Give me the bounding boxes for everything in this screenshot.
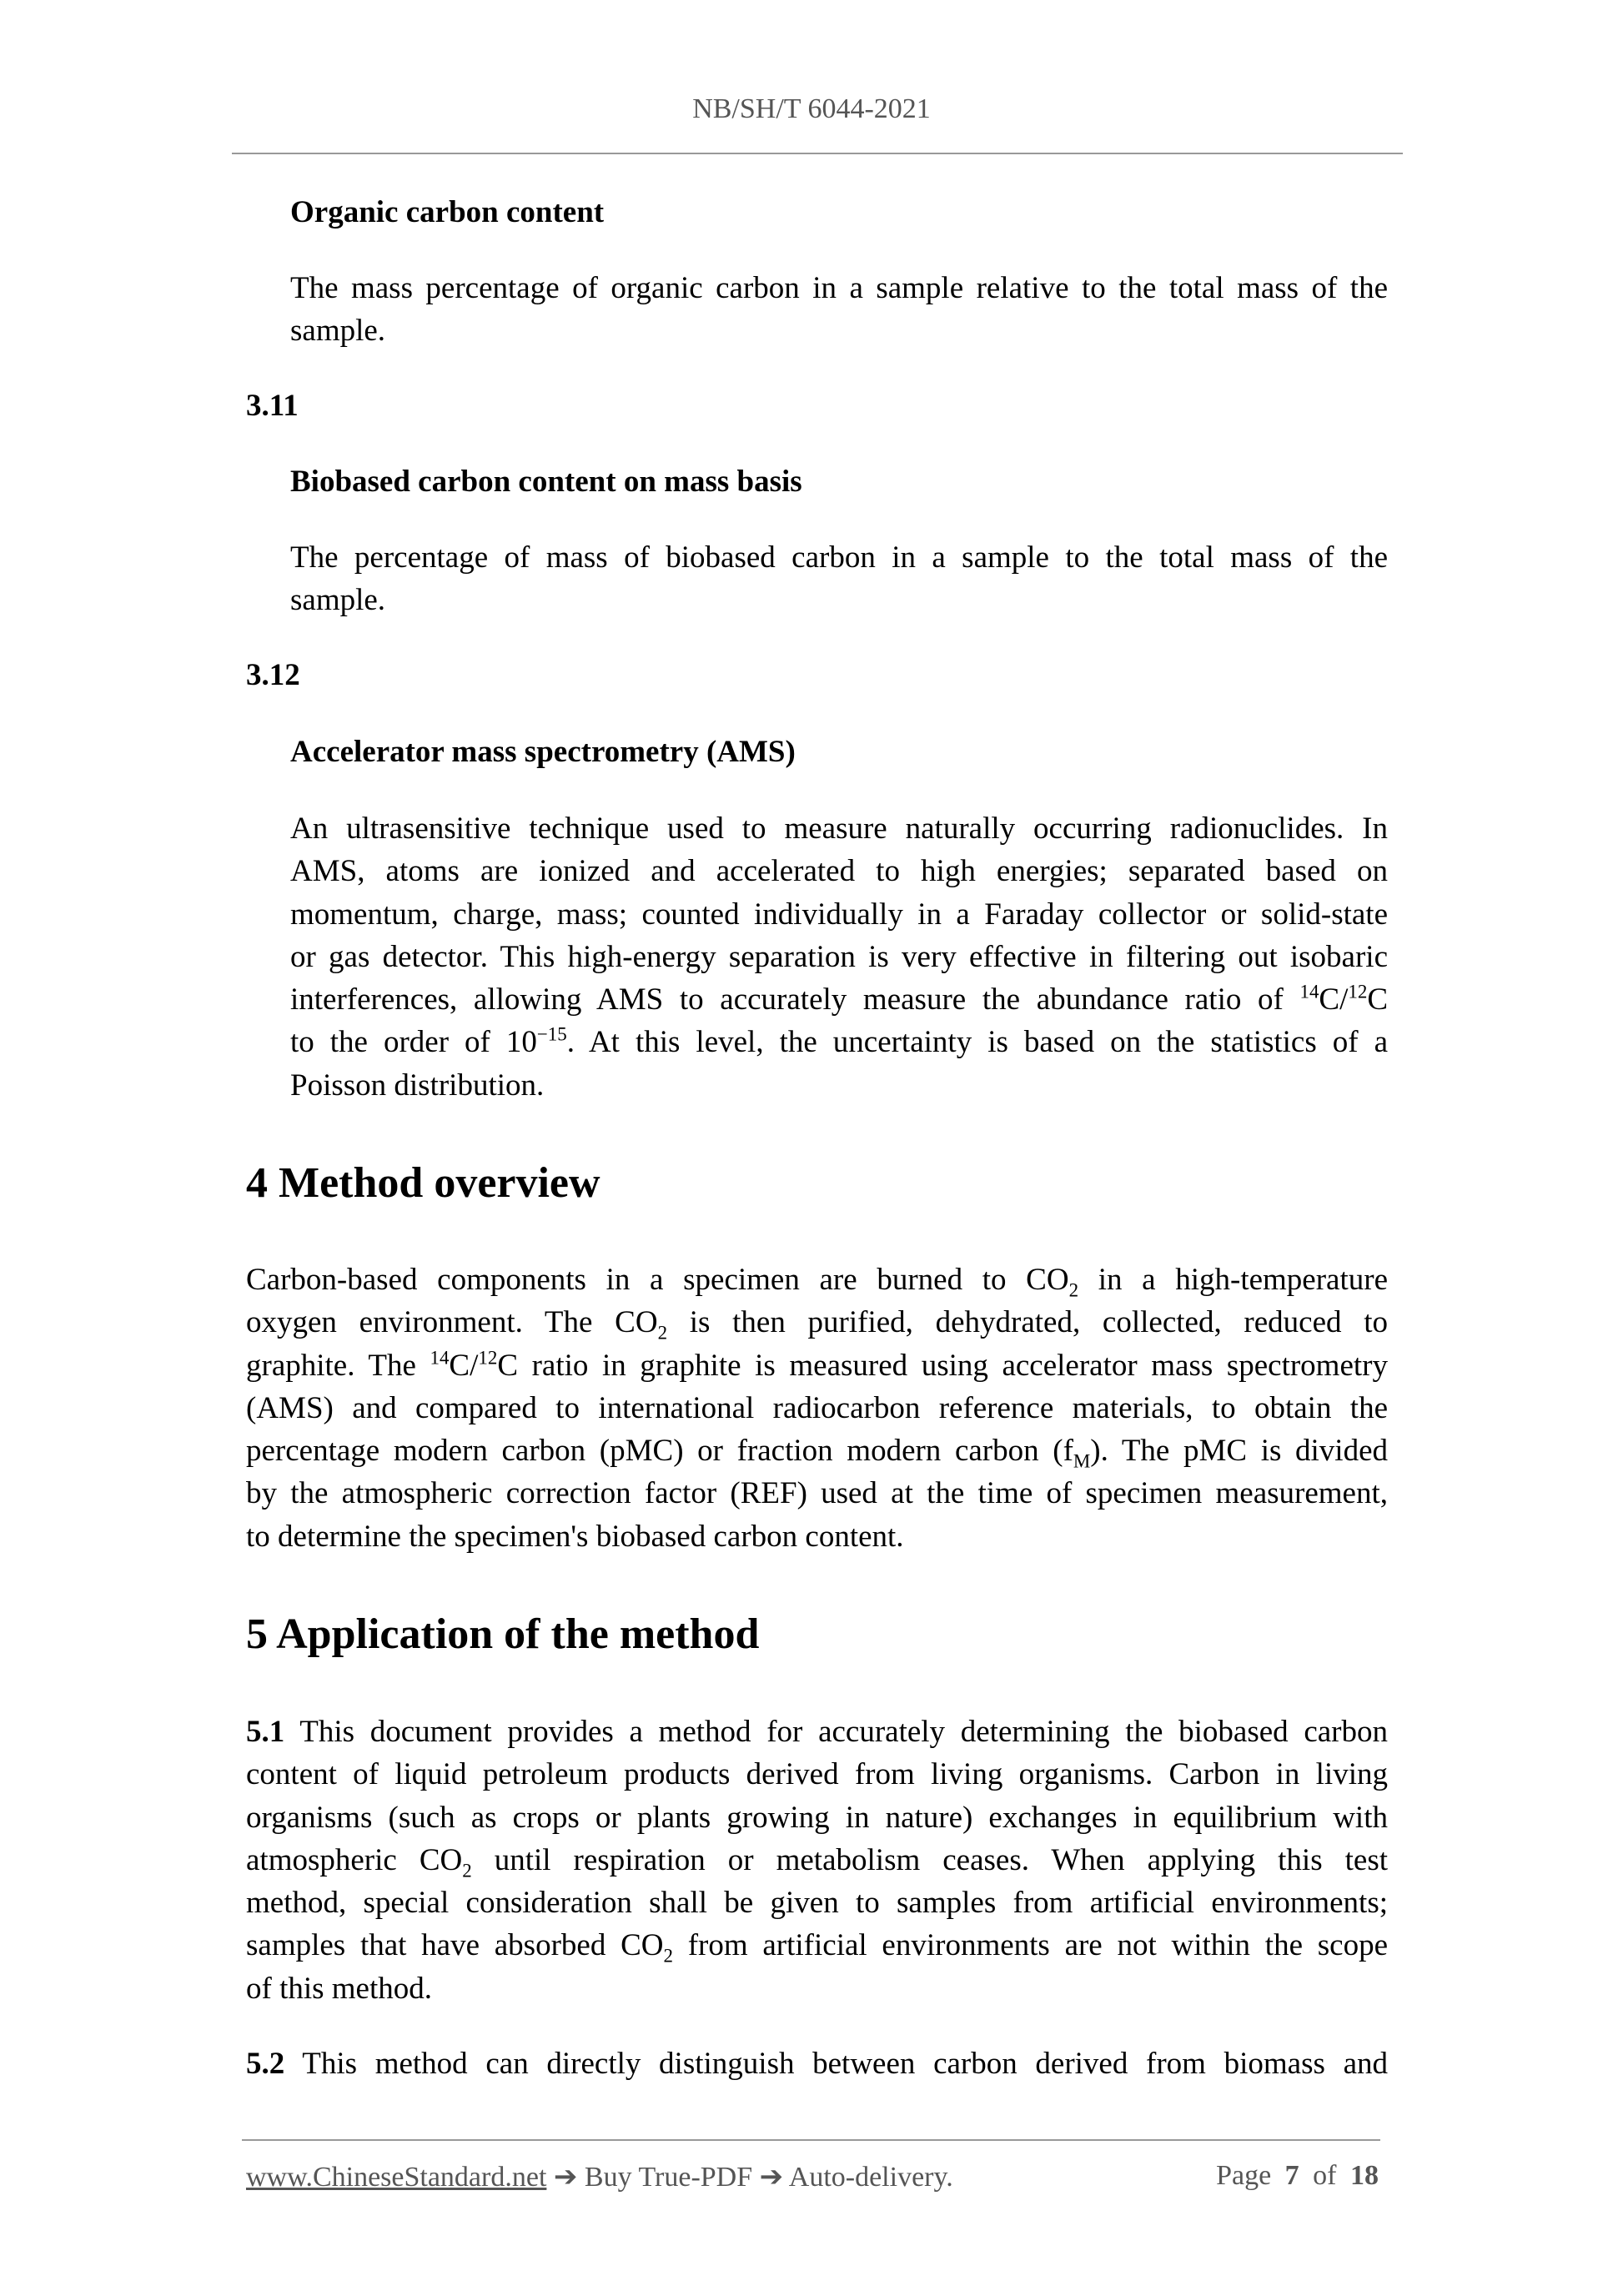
text-segment: This document provides a method for accurately determining the biobased carbon [284,1715,1388,1749]
section-4-heading: 4 Method overview [246,1159,600,1207]
text-segment: C/ [1319,982,1349,1017]
text-segment: 12 [478,1347,498,1369]
text-segment: until respiration or metabolism ceases. When applying this test [471,1842,1388,1877]
sec5-2 [246,2042,1388,2085]
organic-def [290,267,1388,353]
text-segment: interferences, allowing AMS to accurately measure the abundance ratio of [290,982,1300,1017]
text-line [246,654,1388,696]
text-segment: 2 [663,1945,673,1967]
text-segment: C ratio in graphite is measured using accelerator mass spectrometry [497,1348,1388,1383]
text-line [246,1429,1388,1472]
text-segment: oxygen environment. The CO [246,1305,658,1340]
clause-3-11 [246,384,1388,427]
text-segment: 5.2 [246,2047,285,2081]
text-segment: C/ [449,1348,479,1383]
text-segment: An ultrasensitive technique used to measure naturally occurring radionuclides. In [290,811,1388,846]
text-segment: to the order of 10 [290,1025,537,1060]
text-segment: AMS, atoms are ionized and accelerated to high energies; separated based on [290,854,1388,889]
header-rule [232,153,1403,154]
text-segment: ). The pMC is divided [1090,1434,1388,1469]
website-link[interactable]: www.ChineseStandard.net [246,2162,547,2193]
text-line [246,1515,1388,1558]
text-segment: This method can directly distinguish between carbon derived from biomass and [284,2047,1388,2081]
text-line [246,1472,1388,1515]
text-segment: method, special consideration shall be given to samples from artificial environments; [246,1886,1388,1921]
text-line [246,1387,1388,1429]
text-segment: sample. [290,583,386,618]
text-segment: graphite. The [246,1348,430,1383]
text-segment: −15 [536,1024,567,1046]
total-pages: 18 [1350,2160,1379,2191]
text-segment: is then purified, dehydrated, collected, reduced to [667,1305,1388,1340]
text-segment: Carbon-based components in a specimen are burned to CO [246,1263,1069,1297]
clause-3-12 [246,654,1388,696]
text-line [290,267,1388,309]
text-line [290,978,1388,1021]
text-segment: Biobased carbon content on mass basis [290,465,802,499]
sec4-body [246,1259,1388,1558]
running-header: NB/SH/T 6044-2021 [692,93,931,124]
text-line [290,936,1388,978]
text-segment: Organic carbon content [290,195,605,229]
text-line [290,807,1388,850]
text-segment: to determine the specimen's biobased carbon content. [246,1519,904,1554]
text-line [290,893,1388,936]
text-segment: 3.11 [246,389,299,423]
section-5-heading: 5 Application of the method [246,1610,760,1658]
ams-def [290,807,1388,1107]
text-line [246,384,1388,427]
text-segment: (AMS) and compared to international radiocarbon reference materials, to obtain the [246,1390,1388,1425]
biobased-term [290,460,1388,503]
text-line [246,1882,1388,1924]
biobased-def [290,536,1388,622]
text-segment: The percentage of mass of biobased carbon in a sample to the total mass of the [290,540,1388,575]
text-line [290,1021,1388,1063]
text-segment: 14 [1299,981,1319,1002]
text-segment: sample. [290,314,386,349]
text-segment: by the atmospheric correction factor (REF) used at the time of specimen measurement, [246,1476,1388,1511]
text-line [246,1301,1388,1344]
footer-rule [242,2139,1380,2141]
text-segment: atmospheric CO [246,1842,463,1877]
text-segment: Poisson distribution. [290,1068,545,1103]
text-line [290,460,1388,503]
text-segment: Accelerator mass spectrometry (AMS) [290,735,796,769]
page-label: Page [1216,2160,1272,2191]
buy-text: Buy True-PDF [584,2162,753,2193]
of-label: of [1313,2160,1337,2191]
delivery-text: Auto-delivery. [788,2162,953,2193]
text-segment: from artificial environments are not within the scope [672,1928,1388,1963]
text-segment: The mass percentage of organic carbon in a sample relative to the total mass of the [290,271,1388,305]
text-segment: 5.1 [246,1715,285,1749]
text-line [290,731,1388,773]
text-segment: M [1073,1450,1091,1472]
text-line [246,2042,1388,2085]
footer-left [246,2160,953,2193]
text-segment: momentum, charge, mass; counted individually in a Faraday collector or solid-state [290,897,1388,932]
text-segment: C [1367,982,1388,1017]
ams-term [290,731,1388,773]
text-segment: samples that have absorbed CO [246,1928,664,1963]
text-line [290,191,1388,234]
arrow-icon: ➔ [553,2162,578,2193]
text-line [246,1924,1388,1967]
text-line [246,1344,1388,1387]
text-line [290,850,1388,892]
text-segment: 12 [1348,981,1368,1002]
text-line [290,536,1388,579]
text-segment: 3.12 [246,658,300,692]
text-line [290,309,1388,352]
text-line [290,579,1388,621]
text-line [246,1796,1388,1839]
text-line [246,1967,1388,2010]
text-segment: content of liquid petroleum products derived from living organisms. Carbon in living [246,1757,1388,1792]
text-segment: 2 [1068,1279,1079,1301]
text-segment: . At this level, the uncertainty is based on the statistics of a [566,1025,1388,1060]
text-line [246,1711,1388,1753]
text-segment: organisms (such as crops or plants growing in nature) exchanges in equilibrium with [246,1800,1388,1835]
text-segment: 2 [657,1322,668,1344]
arrow-icon: ➔ [759,2162,784,2193]
text-segment: of this method. [246,1971,433,2006]
page-indicator [1216,2160,1379,2192]
text-line [246,1753,1388,1796]
text-segment: 14 [430,1347,450,1369]
text-segment: or gas detector. This high-energy separation is very effective in filtering out isobaric [290,939,1388,974]
text-line [246,1259,1388,1301]
text-line [246,1839,1388,1882]
sec5-1 [246,1711,1388,2010]
text-segment: in a high-temperature [1078,1263,1388,1297]
organic-term [290,191,1388,234]
text-segment: percentage modern carbon (pMC) or fraction modern carbon (f [246,1434,1073,1469]
text-segment: 2 [462,1860,472,1882]
text-line [290,1064,1388,1107]
current-page: 7 [1284,2160,1299,2191]
